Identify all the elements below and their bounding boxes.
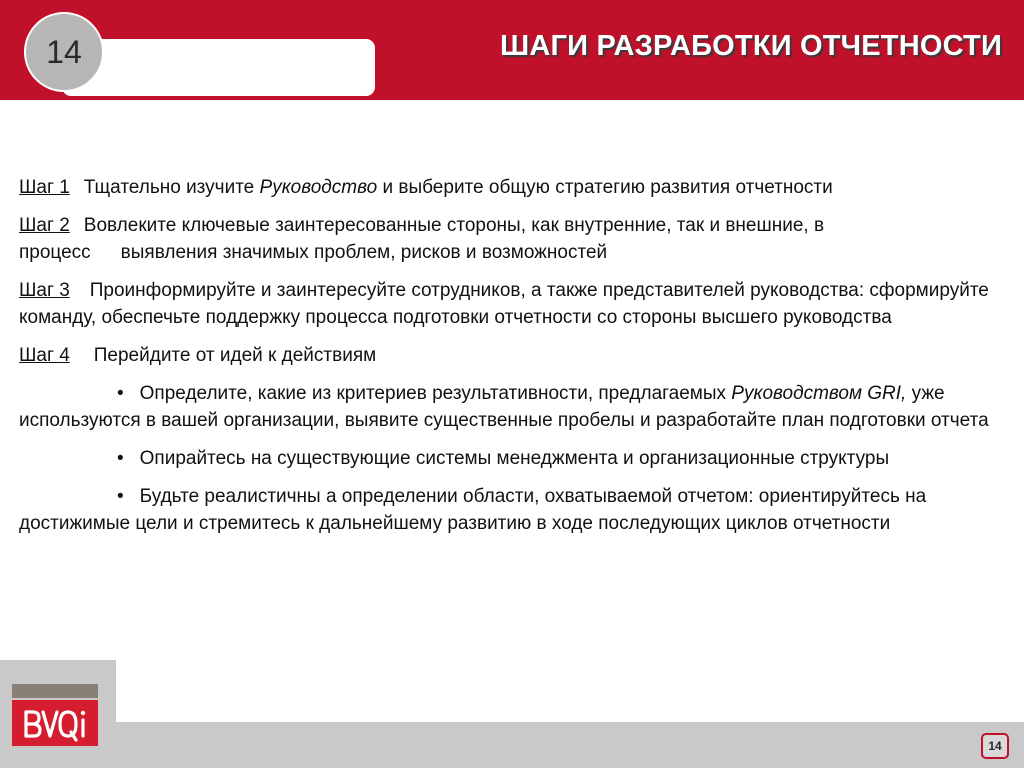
step-4-label: Шаг 4 (19, 345, 70, 366)
bvqi-logo (12, 700, 98, 746)
title-box (62, 39, 375, 96)
page-number-badge (981, 733, 1009, 759)
bullet-3 (19, 483, 1019, 537)
step-4-text: Перейдите от идей к действиям (93, 345, 377, 366)
step-1-italic: Руководство (259, 177, 378, 198)
bullet-2 (19, 445, 1019, 472)
slide-title: ШАГИ РАЗРАБОТКИ ОТЧЕТНОСТИ (500, 30, 1002, 62)
step-3 (19, 277, 1019, 331)
step-2-line2b: выявления значимых проблем, рисков и возможностей (120, 242, 608, 263)
step-1-text-after: и выберите общую стратегию развития отчетности (377, 177, 833, 198)
step-3-text: Проинформируйте и заинтересуйте сотрудников, а также представителей руководства: сформируйте команду, обеспечьте поддержку процесса подготовки отчетности со стороны высшего руководства (19, 280, 989, 328)
bvqi-logo-graphic (12, 700, 98, 746)
bullet-2-text: Опирайтесь на существующие системы менеджмента и организационные структуры (139, 448, 890, 469)
step-4 (19, 342, 1019, 369)
slide-number-circle (24, 12, 104, 92)
slide-number: 14 (46, 33, 82, 70)
step-2 (19, 212, 1019, 266)
bullet-3-text: Будьте реалистичны а определении области, охватываемой отчетом: ориентируйтесь на достижимые цели и стремитесь к дальнейшему развитию в ходе последующих циклов отчетности (19, 486, 927, 534)
footer-bar (0, 722, 1024, 768)
page-number: 14 (988, 739, 1002, 753)
bullet-symbol: • (117, 486, 124, 507)
bullet-1-italic: Руководством GRI, (731, 383, 907, 404)
step-2-label: Шаг 2 (19, 215, 70, 236)
content-body (19, 174, 1019, 548)
bullet-symbol: • (117, 448, 124, 469)
step-1 (19, 174, 1019, 201)
logo-band (12, 684, 98, 698)
step-1-text: Тщательно изучите (83, 177, 260, 198)
bullet-1-text-after: уже используются в вашей организации, выявите существенные пробелы и разработайте план подготовки отчета (19, 383, 989, 431)
step-2-line1: Вовлеките ключевые заинтересованные стороны, как внутренние, так и внешние, в (83, 215, 825, 236)
step-2-line2a: процесс (19, 242, 91, 263)
step-1-label: Шаг 1 (19, 177, 70, 198)
bullet-1-text: Определите, какие из критериев результативности, предлагаемых (139, 383, 732, 404)
step-3-label: Шаг 3 (19, 280, 70, 301)
bullet-1 (19, 380, 1019, 434)
bullet-symbol: • (117, 383, 124, 404)
